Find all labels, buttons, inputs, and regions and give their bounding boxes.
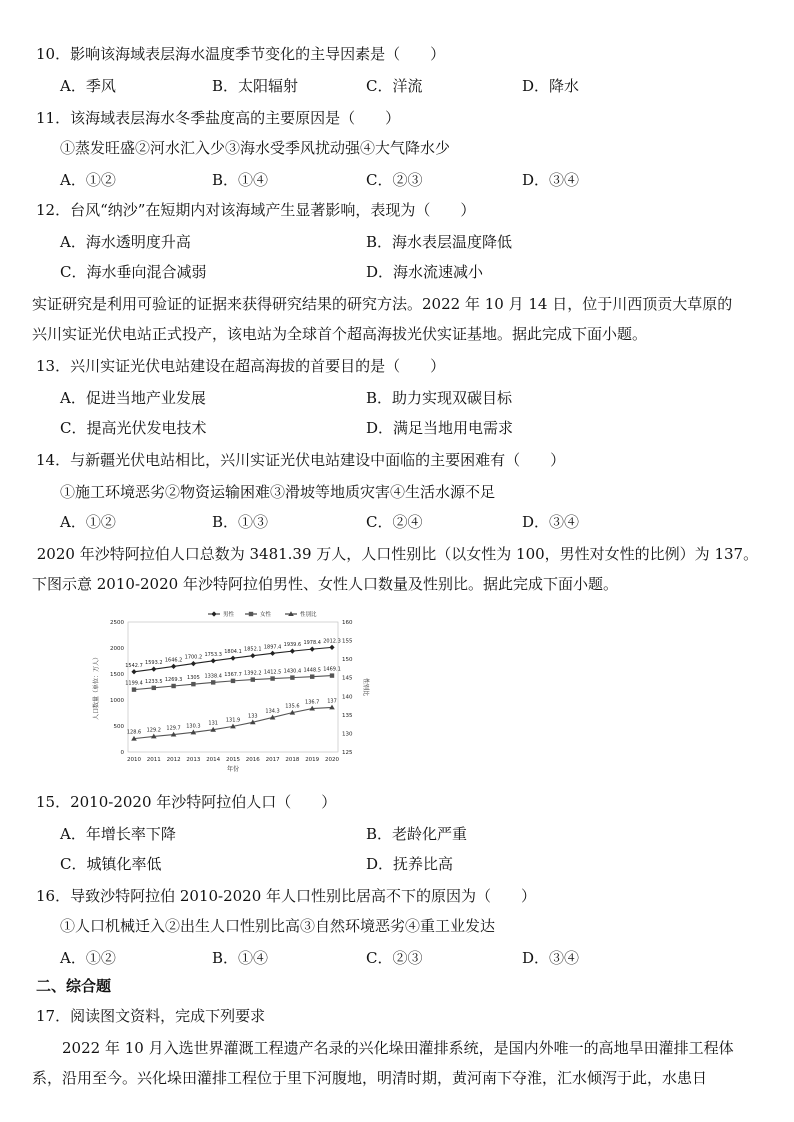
- q17-para-line-1: 2022 年 10 月入选世界灌溉工程遗产名录的兴化垛田灌排系统，是国内外唯一的高地旱田灌排工程体: [32, 1039, 734, 1057]
- data-label-2: 136.7: [305, 699, 320, 706]
- data-point-1: [330, 673, 334, 677]
- q15-option-b: B．老龄化严重: [366, 825, 468, 843]
- intro2-line-1: 2020 年沙特阿拉伯人口总数为 3481.39 万人，人口性别比（以女性为 100，男性对女性的比例）为 137。: [32, 545, 759, 563]
- legend-marker-0: [211, 611, 216, 616]
- data-label-0: 1978.4: [303, 640, 321, 647]
- data-label-1: 1367.7: [224, 671, 242, 678]
- data-point-0: [310, 647, 315, 652]
- data-label-0: 1542.7: [125, 662, 143, 669]
- intro1-line-2: 兴川实证光伏电站正式投产，该电站为全球首个超高海拔光伏实证基地。据此完成下面小题。: [32, 325, 648, 343]
- data-label-1: 1199.4: [125, 680, 143, 687]
- x-tick-label: 2013: [186, 757, 201, 763]
- y-right-tick-label: 125: [342, 750, 353, 756]
- y-right-tick-label: 160: [342, 620, 353, 626]
- q16-option-c: C．②③: [366, 949, 423, 967]
- q10-stem: 10．影响该海域表层海水温度季节变化的主导因素是（ ）: [36, 45, 446, 63]
- q12-option-a: A．海水透明度升高: [60, 233, 191, 251]
- data-label-1: 1392.2: [244, 670, 262, 677]
- data-label-1: 1269.3: [164, 676, 183, 683]
- y-right-tick-label: 130: [342, 731, 353, 738]
- y-left-tick-label: 1000: [110, 698, 124, 704]
- data-label-0: 1804.1: [224, 649, 242, 656]
- y-left-axis-label: 人口数量（单位：万人）: [93, 653, 100, 721]
- data-label-2: 129.7: [166, 725, 181, 732]
- data-point-1: [152, 686, 156, 690]
- data-label-2: 135.6: [285, 703, 300, 710]
- data-label-2: 129.2: [146, 727, 161, 734]
- q11-option-d: D．③④: [522, 171, 580, 189]
- q13-option-b: B．助力实现双碳目标: [366, 389, 513, 407]
- q16-option-d: D．③④: [522, 949, 580, 967]
- q17-para-line-2: 系，沿用至今。兴化垛田灌排工程位于里下河腹地，明清时期，黄河南下夺淮，汇水倾泻于此，水患日: [32, 1069, 708, 1087]
- data-point-0: [250, 653, 255, 658]
- q15-option-c: C．城镇化率低: [60, 855, 162, 873]
- q10-option-a: A．季风: [60, 77, 116, 95]
- data-point-0: [290, 649, 295, 654]
- y-left-tick-label: 1500: [110, 672, 124, 678]
- data-point-1: [132, 687, 136, 691]
- data-label-0: 1897.4: [263, 644, 282, 651]
- data-label-1: 1469.1: [323, 666, 341, 673]
- data-point-1: [270, 676, 274, 680]
- x-tick-label: 2012: [166, 757, 181, 763]
- y-right-tick-label: 150: [342, 657, 353, 664]
- x-axis-label: 年份: [226, 766, 240, 773]
- y-left-tick-label: 2500: [110, 620, 124, 626]
- data-label-0: 1700.2: [184, 654, 203, 661]
- data-label-0: 1852.1: [244, 646, 262, 653]
- data-label-2: 131.9: [225, 717, 241, 724]
- q11-stem: 11．该海域表层海水冬季盐度高的主要原因是（ ）: [36, 109, 401, 127]
- q12-option-c: C．海水垂向混合减弱: [60, 263, 207, 281]
- data-label-2: 134.3: [265, 708, 280, 715]
- data-label-2: 131: [208, 720, 218, 727]
- y-left-tick-label: 0: [120, 750, 124, 756]
- data-point-1: [171, 684, 175, 688]
- y-right-tick-label: 140: [342, 694, 353, 701]
- data-point-0: [230, 656, 235, 661]
- x-tick-label: 2019: [305, 757, 320, 763]
- legend-label-0: 男性: [223, 612, 235, 618]
- y-right-tick-label: 135: [342, 712, 353, 719]
- data-label-2: 137: [327, 698, 337, 705]
- data-label-2: 128.6: [126, 729, 142, 736]
- data-point-0: [329, 645, 334, 650]
- data-point-0: [191, 661, 196, 666]
- q12-option-b: B．海水表层温度降低: [366, 233, 513, 251]
- data-point-1: [310, 674, 314, 678]
- data-point-1: [290, 675, 294, 679]
- q11-option-a: A．①②: [60, 171, 116, 189]
- q11-option-b: B．①④: [212, 171, 269, 189]
- data-point-0: [211, 658, 216, 663]
- population-chart: [80, 606, 380, 776]
- y-right-tick-label: 145: [342, 675, 353, 682]
- section-heading: 二、综合题: [36, 977, 112, 995]
- data-label-1: 1412.5: [263, 669, 282, 676]
- q13-option-c: C．提高光伏发电技术: [60, 419, 207, 437]
- data-label-2: 130.3: [186, 723, 201, 730]
- y-right-axis-label: 性别比: [362, 677, 369, 697]
- data-point-0: [270, 651, 275, 656]
- q15-option-d: D．抚养比高: [366, 855, 454, 873]
- data-point-1: [211, 680, 215, 684]
- x-tick-label: 2014: [206, 757, 221, 763]
- q14-statements: ①施工环境恶劣②物资运输困难③滑坡等地质灾害④生活水源不足: [60, 483, 496, 501]
- q11-statements: ①蒸发旺盛②河水汇入少③海水受季风扰动强④大气降水少: [60, 139, 451, 157]
- q14-option-c: C．②④: [366, 513, 423, 531]
- q10-option-c: C．洋流: [366, 77, 423, 95]
- q12-stem: 12．台风“纳沙”在短期内对该海域产生显著影响，表现为（ ）: [36, 201, 476, 219]
- q10-option-b: B．太阳辐射: [212, 77, 299, 95]
- legend-label-2: 性别比: [300, 612, 317, 618]
- intro1-line-1: 实证研究是利用可验证的证据来获得研究结果的研究方法。2022 年 10 月 14 日，位于川西顶贡大草原的: [32, 295, 733, 313]
- x-tick-label: 2017: [265, 757, 280, 763]
- data-point-0: [131, 669, 136, 674]
- q12-option-d: D．海水流速减小: [366, 263, 484, 281]
- data-label-1: 1305: [187, 675, 200, 682]
- q14-option-a: A．①②: [60, 513, 116, 531]
- data-label-1: 1233.5: [145, 678, 163, 685]
- q14-option-d: D．③④: [522, 513, 580, 531]
- data-label-0: 2012.3: [323, 638, 341, 645]
- data-label-0: 1939.6: [283, 642, 302, 649]
- q13-option-d: D．满足当地用电需求: [366, 419, 514, 437]
- y-right-tick-label: 155: [342, 638, 353, 645]
- q16-statements: ①人口机械迁入②出生人口性别比高③自然环境恶劣④重工业发达: [60, 917, 496, 935]
- q15-stem: 15．2010-2020 年沙特阿拉伯人口（ ）: [36, 793, 337, 811]
- q14-option-b: B．①③: [212, 513, 269, 531]
- x-tick-label: 2018: [285, 757, 300, 763]
- data-point-1: [191, 682, 195, 686]
- q17-stem: 17．阅读图文资料，完成下列要求: [36, 1007, 266, 1025]
- data-label-0: 1753.3: [204, 651, 222, 658]
- q11-option-c: C．②③: [366, 171, 423, 189]
- q13-stem: 13．兴川实证光伏电站建设在超高海拔的首要目的是（ ）: [36, 357, 446, 375]
- x-tick-label: 2020: [325, 757, 339, 763]
- data-label-1: 1430.4: [283, 668, 302, 675]
- legend-label-1: 女性: [260, 612, 272, 618]
- data-point-1: [251, 677, 255, 681]
- data-point-0: [171, 664, 176, 669]
- data-label-1: 1338.4: [204, 673, 222, 680]
- y-left-tick-label: 2000: [110, 646, 124, 652]
- data-label-1: 1448.5: [303, 667, 321, 674]
- data-label-0: 1593.2: [145, 660, 163, 667]
- x-tick-label: 2010: [127, 757, 141, 763]
- data-label-2: 133: [248, 713, 258, 720]
- data-point-1: [231, 679, 235, 683]
- x-tick-label: 2015: [226, 757, 240, 763]
- legend-marker-1: [249, 612, 253, 616]
- q16-stem: 16．导致沙特阿拉伯 2010-2020 年人口性别比居高不下的原因为（ ）: [36, 887, 537, 905]
- q15-option-a: A．年增长率下降: [60, 825, 176, 843]
- x-tick-label: 2011: [146, 757, 161, 763]
- y-left-tick-label: 500: [113, 724, 124, 730]
- data-point-0: [151, 667, 156, 672]
- q16-option-a: A．①②: [60, 949, 116, 967]
- x-tick-label: 2016: [245, 757, 260, 763]
- intro2-line-2: 下图示意 2010-2020 年沙特阿拉伯男性、女性人口数量及性别比。据此完成下面小题。: [32, 575, 618, 593]
- data-label-0: 1646.2: [164, 657, 183, 664]
- q13-option-a: A．促进当地产业发展: [60, 389, 206, 407]
- q14-stem: 14．与新疆光伏电站相比，兴川实证光伏电站建设中面临的主要困难有（ ）: [36, 451, 566, 469]
- q10-option-d: D．降水: [522, 77, 580, 95]
- q16-option-b: B．①④: [212, 949, 269, 967]
